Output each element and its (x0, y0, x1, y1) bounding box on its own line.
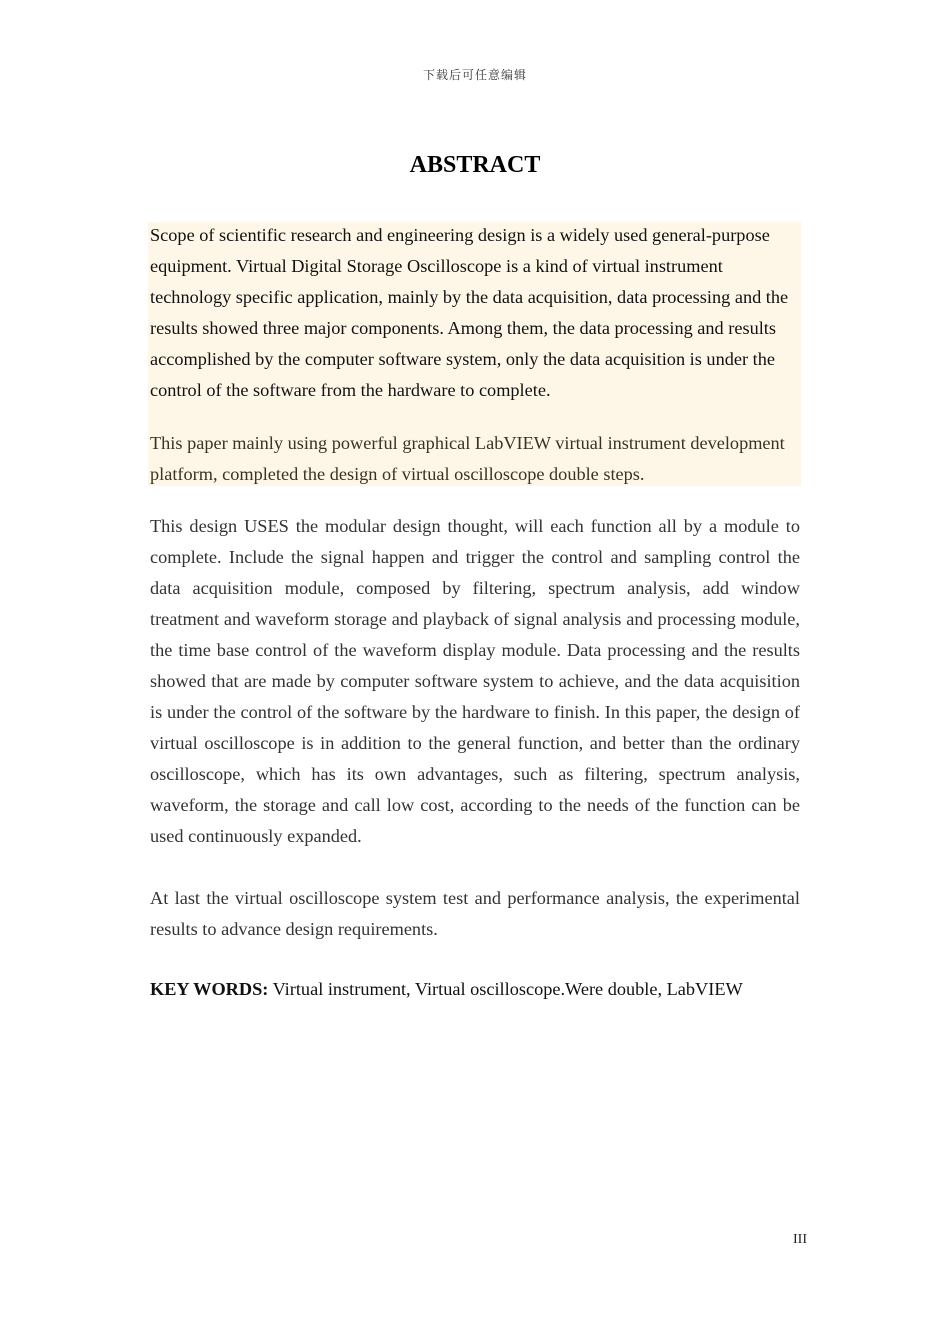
abstract-paragraph-2: This paper mainly using powerful graphical LabVIEW virtual instrument development platform, completed the design of virtual oscilloscope double steps. (150, 433, 785, 484)
abstract-paragraph-3: This design USES the modular design thought, will each function all by a module to complete. Include the signal happen and trigger the control and sampling control the data acquisition module, composed by filtering, spectrum analysis, add window treatment and waveform storage and playback of signal analysis and processing module, the time base control of the waveform display module. Data processing and the results showed that are made by computer software system to achieve, and the data acquisition is under the control of the software by the hardware to finish. In this paper, the design of virtual oscilloscope is in addition to the general function, and better than the ordinary oscilloscope, which has its own advantages, such as filtering, spectrum analysis, waveform, the storage and call low cost, according to the needs of the function can be used continuously expanded. (150, 516, 800, 846)
header-watermark: 下载后可任意编辑 (422, 68, 527, 82)
abstract-paragraph-1: Scope of scientific research and engineering design is a widely used general-purpose equipment. Virtual Digital Storage Oscilloscope is a kind of virtual instrument technology specific application, mainly by the data acquisition, data processing and the results showed three major components. Among them, the data processing and results accomplished by the computer software system, only the data acquisition is under the control of the software from the hardware to complete. (150, 225, 789, 400)
page-number: III (793, 1232, 807, 1247)
page-title: ABSTRACT (409, 152, 541, 178)
keywords-text: Virtual instrument, Virtual oscilloscope.Were double, LabVIEW (268, 979, 743, 999)
abstract-paragraph-4: At last the virtual oscilloscope system test and performance analysis, the experimental results to advance design requirements. (150, 888, 800, 939)
keywords-line (150, 974, 800, 1005)
keywords-label: KEY WORDS: (150, 979, 269, 999)
